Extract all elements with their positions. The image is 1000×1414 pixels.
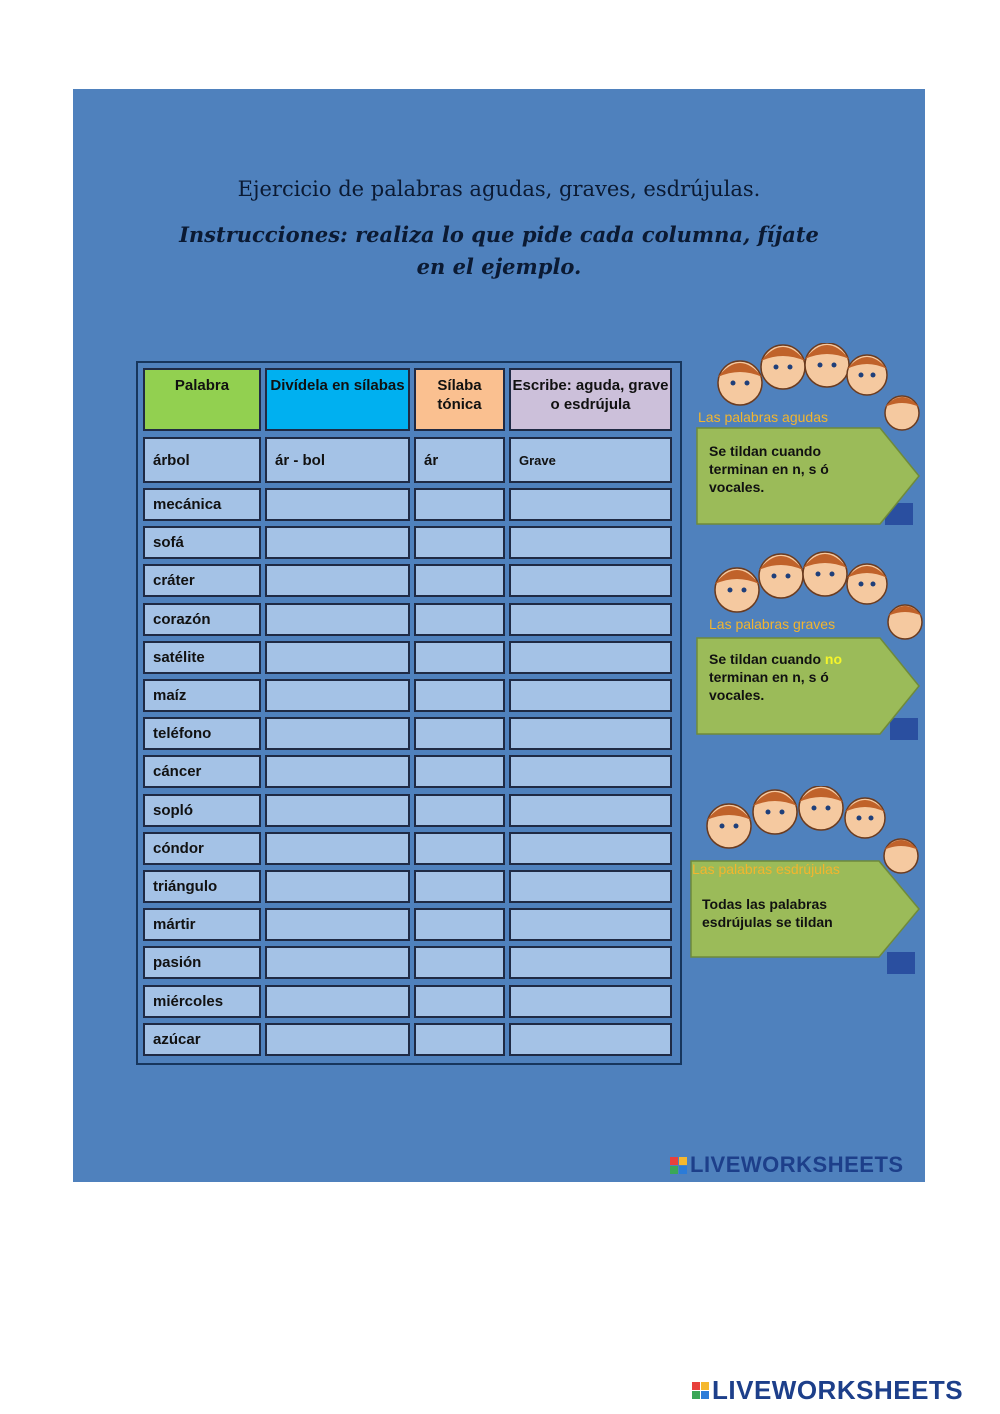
brand-mark-icon [670,1157,687,1174]
word-cell: sofá [143,526,261,559]
word-cell: mártir [143,908,261,941]
header-escribe: Escribe: aguda, grave o esdrújula [509,368,672,431]
tonic-answer-box[interactable] [414,946,505,979]
callout-text: Todas las palabras esdrújulas se tildan [702,896,833,930]
tonic-answer-box[interactable] [414,870,505,903]
word-cell: satélite [143,641,261,674]
callout-text: Se tildan cuando terminan en n, s ó vocales. [709,443,829,495]
syllables-answer-box[interactable] [265,564,410,597]
tonic-answer-box[interactable] [414,794,505,827]
header-silabas: Divídela en sílabas [265,368,410,431]
tonic-answer-box[interactable] [414,679,505,712]
word-cell: pasión [143,946,261,979]
syllables-answer-box[interactable] [265,679,410,712]
type-answer-box[interactable] [509,603,672,636]
type-answer-box[interactable] [509,564,672,597]
callout-text-end: terminan en n, s ó vocales. [709,669,829,703]
panel-brand-logo [670,1152,904,1178]
syllables-answer-box[interactable] [265,870,410,903]
type-answer-box[interactable] [509,679,672,712]
syllables-answer-box[interactable] [265,526,410,559]
type-answer-box[interactable] [509,794,672,827]
syllables-answer-box[interactable] [265,641,410,674]
footer-brand-text: LIVEWORKSHEETS [712,1375,964,1405]
type-answer-box[interactable] [509,908,672,941]
callout-highlight: no [824,651,843,667]
type-answer-box[interactable] [509,1023,672,1056]
tonic-answer-box[interactable] [414,603,505,636]
syllables-answer-box[interactable] [265,832,410,865]
type-answer-box[interactable] [509,985,672,1018]
exercise-table [136,361,682,1065]
tonic-answer-box[interactable] [414,908,505,941]
example-type: Grave [509,437,672,483]
callout-title: Las palabras graves [709,616,836,632]
type-answer-box[interactable] [509,526,672,559]
word-cell: sopló [143,794,261,827]
worksheet-instructions: Instrucciones: realiza lo que pide cada columna, fíjate en el ejemplo. [179,222,819,279]
word-cell: corazón [143,603,261,636]
tonic-answer-box[interactable] [414,717,505,750]
type-answer-box[interactable] [509,717,672,750]
type-answer-box[interactable] [509,946,672,979]
word-cell: triángulo [143,870,261,903]
syllables-answer-box[interactable] [265,488,410,521]
example-word: árbol [143,437,261,483]
syllables-answer-box[interactable] [265,755,410,788]
syllables-answer-box[interactable] [265,717,410,750]
type-answer-box[interactable] [509,755,672,788]
word-cell: mecánica [143,488,261,521]
example-tonic: ár [414,437,505,483]
syllables-answer-box[interactable] [265,794,410,827]
syllables-answer-box[interactable] [265,908,410,941]
word-cell: cráter [143,564,261,597]
word-cell: azúcar [143,1023,261,1056]
word-cell: maíz [143,679,261,712]
syllables-answer-box[interactable] [265,603,410,636]
syllables-answer-box[interactable] [265,946,410,979]
type-answer-box[interactable] [509,641,672,674]
syllables-answer-box[interactable] [265,985,410,1018]
header-tonica: Sílaba tónica [414,368,505,431]
tonic-answer-box[interactable] [414,526,505,559]
syllables-answer-box[interactable] [265,1023,410,1056]
tonic-answer-box[interactable] [414,564,505,597]
tonic-answer-box[interactable] [414,488,505,521]
callout-text [709,650,869,704]
tonic-answer-box[interactable] [414,641,505,674]
word-cell: miércoles [143,985,261,1018]
callout-text-start: Se tildan cuando [709,651,825,667]
callout-graves [695,550,923,745]
worksheet-title: Ejercicio de palabras agudas, graves, esdrújulas. [237,177,761,201]
tonic-answer-box[interactable] [414,1023,505,1056]
type-answer-box[interactable] [509,870,672,903]
word-cell: teléfono [143,717,261,750]
callout-title: Las palabras esdrújulas [692,861,840,877]
footer-brand-logo [692,1375,963,1406]
example-syllables: ár - bol [265,437,410,483]
brand-mark-icon [692,1382,709,1399]
tonic-answer-box[interactable] [414,832,505,865]
word-cell: cáncer [143,755,261,788]
word-cell: cóndor [143,832,261,865]
tonic-answer-box[interactable] [414,755,505,788]
callout-title: Las palabras agudas [698,409,828,425]
type-answer-box[interactable] [509,832,672,865]
panel-brand-text: LIVEWORKSHEETS [690,1152,904,1177]
header-palabra: Palabra [143,368,261,431]
callout-esdrujulas [689,786,923,982]
worksheet-panel [73,89,925,1182]
callout-agudas [695,343,923,533]
tonic-answer-box[interactable] [414,985,505,1018]
type-answer-box[interactable] [509,488,672,521]
